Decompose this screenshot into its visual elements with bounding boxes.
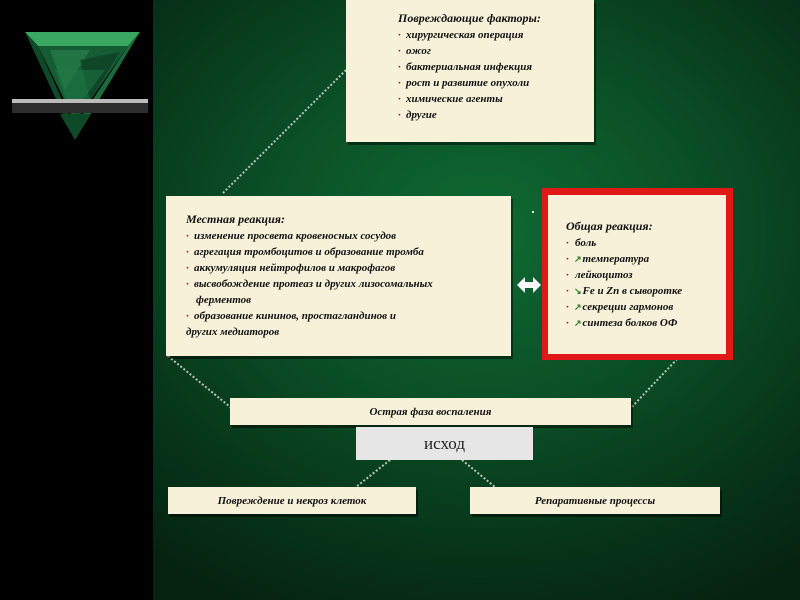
local-reaction-list <box>186 228 511 340</box>
connector-local-acute <box>168 356 235 411</box>
outcome-box: исход <box>356 427 533 460</box>
general-reaction-list <box>566 235 726 331</box>
damaging-factors-box <box>346 0 594 142</box>
stray-dot <box>532 211 534 213</box>
reparative-bar: Репаративные процессы <box>470 487 720 514</box>
necrosis-bar: Повреждение и некроз клеток <box>168 487 416 514</box>
list-item: · ↗синтеза болков ОФ <box>566 315 726 331</box>
damaging-factors-title: Повреждающие факторы: <box>398 11 541 25</box>
list-item: · лейкоцитоз <box>566 267 726 283</box>
arrow-down-icon: ↘ <box>574 286 582 296</box>
list-item: · боль <box>566 235 726 251</box>
list-item: · образование кининов, простагландинов и <box>186 308 511 324</box>
local-reaction-box <box>166 196 511 356</box>
list-item: · бактериальная инфекция <box>398 59 594 75</box>
list-item: · ожог <box>398 43 594 59</box>
list-item: · ↗температура <box>566 251 726 267</box>
list-item: · другие <box>398 107 594 123</box>
damaging-factors-list <box>398 27 594 123</box>
list-item-continuation: ферментов <box>196 294 252 306</box>
list-item: · ↗секреции гармонов <box>566 299 726 315</box>
list-item: · рост и развитие опухоли <box>398 75 594 91</box>
list-item: · химические агенты <box>398 91 594 107</box>
local-reaction-title: Местная реакция: <box>186 212 285 226</box>
general-reaction-box <box>548 195 726 354</box>
list-item: · агрегация тромбоцитов и образование тромба <box>186 244 511 260</box>
double-arrow-icon <box>517 276 541 294</box>
arrow-up-icon: ↗ <box>574 318 582 328</box>
general-reaction-title: Общая реакция: <box>566 219 653 233</box>
list-item: · изменение просвета кровеносных сосудов <box>186 228 511 244</box>
list-item: · хирургическая операция <box>398 27 594 43</box>
acute-phase-bar: Острая фаза воспаления <box>230 398 631 425</box>
list-item: · ↘Fe и Zn в сыворотке <box>566 283 726 299</box>
list-item: · высвобождение протеаз и других лизосомальных <box>186 276 511 292</box>
arrow-up-icon: ↗ <box>574 302 582 312</box>
arrow-up-icon: ↗ <box>574 254 582 264</box>
connector-general-acute <box>628 356 680 411</box>
list-item-continuation: других медиаторов <box>186 326 280 338</box>
list-item: · аккумуляция нейтрофилов и макрофагов <box>186 260 511 276</box>
connector-outcome-necrosis <box>356 460 390 487</box>
connector-damaging-local <box>222 70 346 194</box>
connector-outcome-reparative <box>462 460 495 487</box>
